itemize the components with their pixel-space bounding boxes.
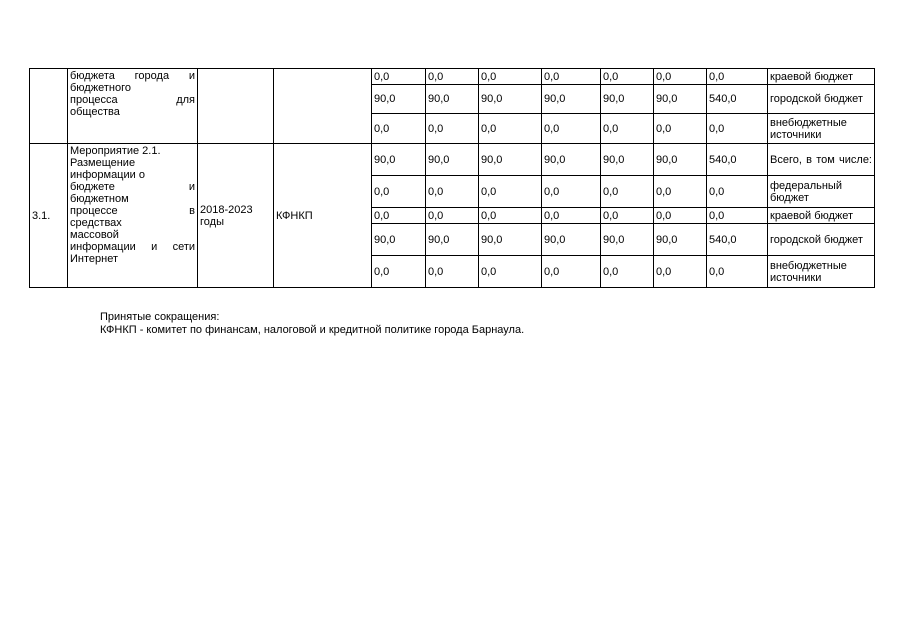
value-cell: 0,0: [426, 176, 479, 208]
value-cell: 0,0: [601, 114, 654, 144]
description-line: Размещение: [70, 157, 136, 169]
description-line: средствах: [70, 217, 122, 229]
value-cell: 90,0: [654, 85, 707, 114]
value-cell: 90,0: [372, 224, 426, 256]
value-cell: 90,0: [601, 144, 654, 176]
value-cell: 0,0: [542, 69, 601, 85]
description-line: информации о: [70, 169, 145, 181]
value-cell: 0,0: [372, 256, 426, 288]
description-cell: [68, 144, 198, 288]
value-cell: 90,0: [426, 144, 479, 176]
funding-source-cell: внебюджетные источники: [768, 114, 875, 144]
value-cell: 0,0: [542, 256, 601, 288]
row-number-cell: 3.1.: [30, 144, 68, 288]
value-cell: 0,0: [601, 176, 654, 208]
value-cell: 0,0: [542, 176, 601, 208]
description-line: Мероприятие 2.1.: [70, 145, 161, 157]
funding-source-cell: внебюджетные источники: [768, 256, 875, 288]
funding-source-cell: федеральный бюджет: [768, 176, 875, 208]
value-cell: 0,0: [372, 114, 426, 144]
value-cell: 90,0: [542, 144, 601, 176]
value-cell: 90,0: [479, 224, 542, 256]
value-cell: 90,0: [372, 85, 426, 114]
value-cell: 0,0: [601, 69, 654, 85]
value-cell: 0,0: [479, 114, 542, 144]
abbreviation-definition: КФНКП - комитет по финансам, налоговой и кредитной политике города Барнаула.: [100, 324, 525, 336]
value-cell: 0,0: [654, 256, 707, 288]
value-cell: 90,0: [479, 144, 542, 176]
budget-table: [29, 68, 875, 288]
value-cell: 0,0: [654, 69, 707, 85]
value-cell: 0,0: [542, 208, 601, 224]
description-line: процессе в: [70, 205, 195, 217]
total-cell: 0,0: [707, 256, 768, 288]
description-line: Интернет: [70, 253, 118, 265]
description-line: бюджетного: [70, 82, 131, 94]
abbreviations-note: [100, 311, 524, 337]
value-cell: 90,0: [542, 85, 601, 114]
value-cell: 0,0: [372, 208, 426, 224]
value-cell: 0,0: [426, 69, 479, 85]
abbreviations-heading: Принятые сокращения:: [100, 311, 220, 323]
value-cell: 90,0: [601, 224, 654, 256]
value-cell: 0,0: [601, 256, 654, 288]
total-cell: 0,0: [707, 114, 768, 144]
period-cell: [198, 69, 274, 144]
value-cell: 0,0: [479, 256, 542, 288]
value-cell: 0,0: [426, 114, 479, 144]
description-line: общества: [70, 106, 120, 118]
total-cell: 540,0: [707, 85, 768, 114]
description-line: бюджетном: [70, 193, 129, 205]
value-cell: 90,0: [542, 224, 601, 256]
executor-cell: КФНКП: [274, 144, 372, 288]
funding-source-cell: городской бюджет: [768, 224, 875, 256]
period-cell: 2018-2023 годы: [198, 144, 274, 288]
funding-source-cell: краевой бюджет: [768, 208, 875, 224]
funding-source-cell: Всего, в том числе:: [768, 144, 875, 176]
total-cell: 0,0: [707, 208, 768, 224]
table-row: [30, 69, 875, 85]
value-cell: 0,0: [601, 208, 654, 224]
funding-source-cell: городской бюджет: [768, 85, 875, 114]
description-line: процесса для: [70, 94, 195, 106]
value-cell: 0,0: [542, 114, 601, 144]
value-cell: 0,0: [654, 176, 707, 208]
description-line: информации и сети: [70, 241, 195, 253]
value-cell: 0,0: [426, 208, 479, 224]
value-cell: 90,0: [426, 85, 479, 114]
value-cell: 90,0: [426, 224, 479, 256]
total-cell: 0,0: [707, 69, 768, 85]
value-cell: 90,0: [601, 85, 654, 114]
value-cell: 0,0: [426, 256, 479, 288]
description-line: бюджета города и: [70, 70, 195, 82]
value-cell: 90,0: [372, 144, 426, 176]
value-cell: 0,0: [479, 176, 542, 208]
description-line: массовой: [70, 229, 119, 241]
total-cell: 540,0: [707, 224, 768, 256]
description-line: бюджете и: [70, 181, 195, 193]
value-cell: 0,0: [654, 114, 707, 144]
executor-cell: [274, 69, 372, 144]
total-cell: 540,0: [707, 144, 768, 176]
value-cell: 0,0: [479, 69, 542, 85]
table-row: [30, 144, 875, 176]
value-cell: 90,0: [479, 85, 542, 114]
total-cell: 0,0: [707, 176, 768, 208]
value-cell: 90,0: [654, 144, 707, 176]
value-cell: 90,0: [654, 224, 707, 256]
funding-source-cell: краевой бюджет: [768, 69, 875, 85]
value-cell: 0,0: [654, 208, 707, 224]
description-cell: [68, 69, 198, 144]
value-cell: 0,0: [372, 176, 426, 208]
value-cell: 0,0: [372, 69, 426, 85]
row-number-cell: [30, 69, 68, 144]
value-cell: 0,0: [479, 208, 542, 224]
